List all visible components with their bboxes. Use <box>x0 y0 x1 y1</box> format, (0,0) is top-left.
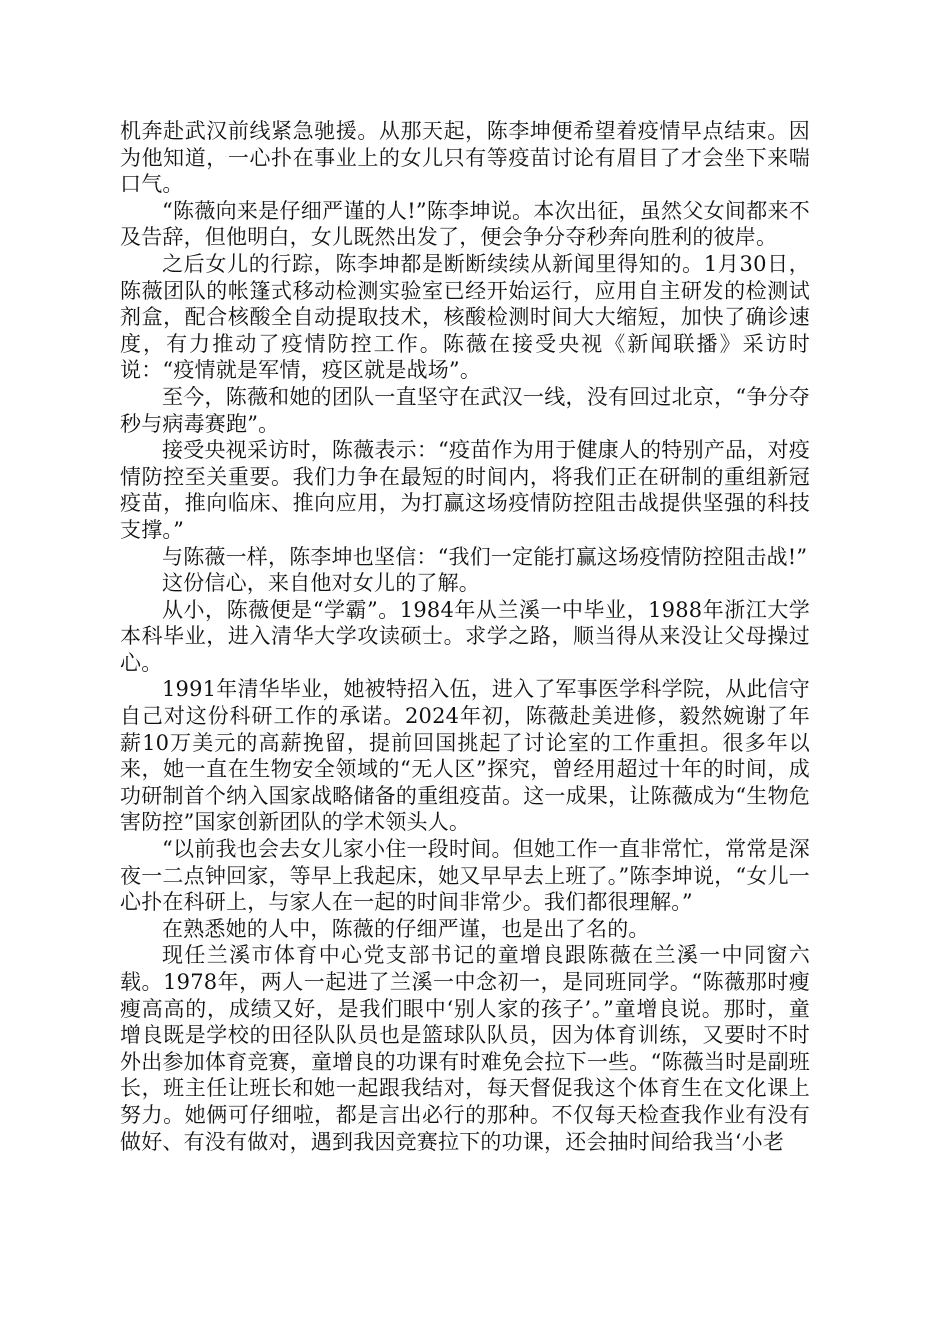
paragraph: 现任兰溪市体育中心党支部书记的童增良跟陈薇在兰溪一中同窗六载。1978年，两人一起进了兰溪一中念初一，是同班同学。“陈薇那时瘦瘦高高的，成绩又好，是我们眼中‘别人家的孩子’。”童增良说。那时，童增良既是学校的田径队队员也是篮球队队员，因为体育训练，又要时不时外出参加体育竞赛，童增良的功课有时难免会拉下一些。“陈薇当时是副班长，班主任让班长和她一起跟我结对，每天督促我这个体育生在文化课上努力。她俩可仔细啦，都是言出必行的那种。不仅每天检查我作业有没有做好、有没有做对，遇到我因竞赛拉下的功课，还会抽时间给我当‘小老 <box>120 943 810 1154</box>
paragraph: 从小，陈薇便是“学霸”。1984年从兰溪一中毕业，1988年浙江大学本科毕业，进入清华大学攻读硕士。求学之路，顺当得从来没让父母操过心。 <box>120 597 810 675</box>
paragraph-continuation: 机奔赴武汉前线紧急驰援。从那天起，陈李坤便希望着疫情早点结束。因为他知道，一心扑在事业上的女儿只有等疫苗讨论有眉目了才会坐下来喘口气。 <box>120 119 810 197</box>
document-page <box>120 118 810 1155</box>
paragraph: “以前我也会去女儿家小住一段时间。但她工作一直非常忙，常常是深夜一二点钟回家，等早上我起床，她又早早去上班了。”陈李坤说，“女儿一心扑在科研上，与家人在一起的时间非常少。我们都很理解。” <box>120 837 810 915</box>
paragraph: 1991年清华毕业，她被特招入伍，进入了军事医学科学院，从此信守自己对这份科研工作的承诺。2024年初，陈薇赴美进修，毅然婉谢了年薪10万美元的高薪挽留，提前回国挑起了讨论室的工作重担。很多年以来，她一直在生物安全领域的“无人区”探究，曾经用超过十年的时间，成功研制首个纳入国家战略储备的重组疫苗。这一成果，让陈薇成为“生物危害防控”国家创新团队的学术领头人。 <box>120 677 810 835</box>
paragraph: 至今，陈薇和她的团队一直坚守在武汉一线，没有回过北京，“争分夺秒与病毒赛跑”。 <box>120 384 810 436</box>
paragraph: 之后女儿的行踪，陈李坤都是断断续续从新闻里得知的。1月30日，陈薇团队的帐篷式移动检测实验室已经开始运行，应用自主研发的检测试剂盒，配合核酸全自动提取技术，核酸检测时间大大缩短，加快了确诊速度，有力推动了疫情防控工作。陈薇在接受央视《新闻联播》采访时说：“疫情就是军情，疫区就是战场”。 <box>120 251 810 383</box>
paragraph: “陈薇向来是仔细严谨的人!”陈李坤说。本次出征，虽然父女间都来不及告辞，但他明白，女儿既然出发了，便会争分夺秒奔向胜利的彼岸。 <box>120 198 810 250</box>
paragraph: 在熟悉她的人中，陈薇的仔细严谨，也是出了名的。 <box>162 916 650 941</box>
paragraph: 接受央视采访时，陈薇表示：“疫苗作为用于健康人的特别产品，对疫情防控至关重要。我们力争在最短的时间内，将我们正在研制的重组新冠疫苗，推向临床、推向应用，为打赢这场疫情防控阻击战提供坚强的科技支撑。” <box>120 438 810 542</box>
paragraph: 这份信心，来自他对女儿的了解。 <box>162 571 480 596</box>
paragraph: 与陈薇一样，陈李坤也坚信：“我们一定能打赢这场疫情防控阻击战!” <box>162 544 808 569</box>
